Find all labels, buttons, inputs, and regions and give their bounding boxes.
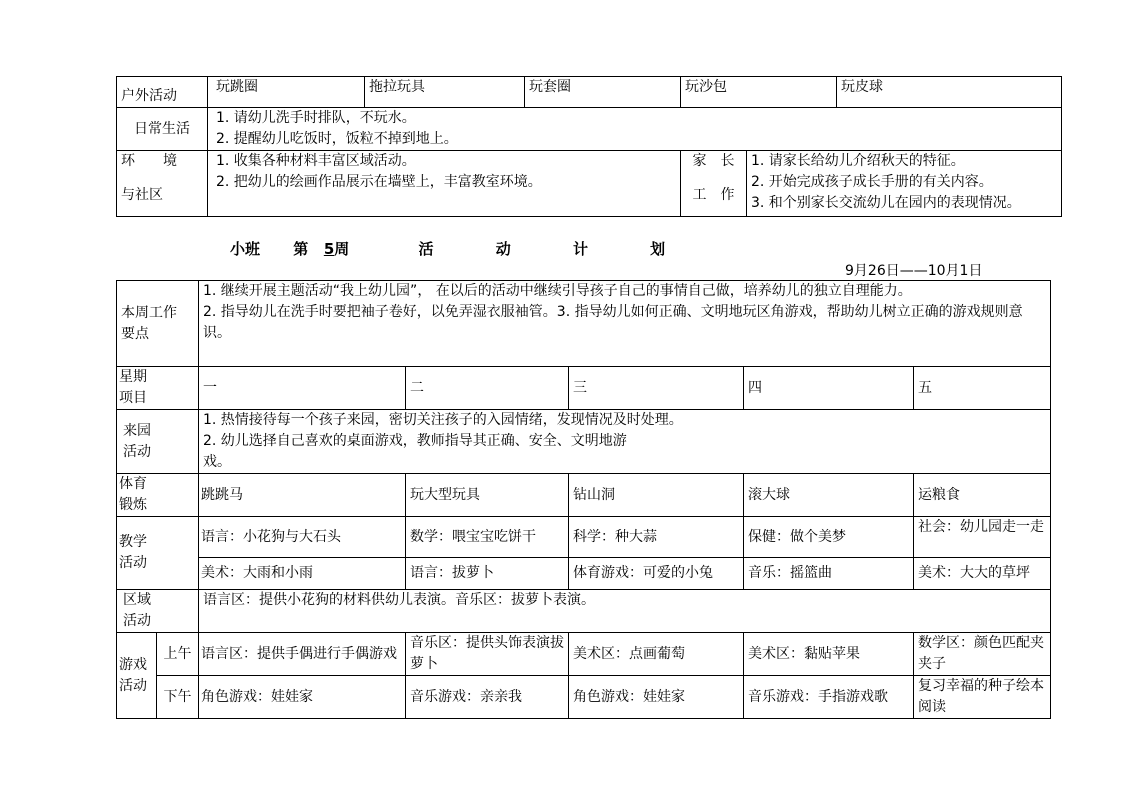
weekday-cell: 一 (199, 367, 406, 410)
parents-label-a: 家 长 (692, 153, 735, 169)
title-char: 活 (418, 240, 434, 258)
area-label (117, 590, 199, 633)
teaching-label (117, 517, 199, 590)
sports-label-a: 体育 (119, 476, 147, 492)
arrival-label-b: 活动 (123, 443, 151, 460)
sports-cell: 跳跳马 (199, 474, 406, 517)
arrival-label (117, 410, 199, 474)
games-pm-label: 下午 (157, 676, 199, 719)
games-label-a: 游戏 (119, 656, 147, 673)
games-pm-row (117, 676, 1051, 719)
teaching-label-a: 教学 (119, 534, 147, 550)
sports-row (117, 474, 1051, 517)
env-row (117, 151, 1062, 217)
parents-line: 2. 开始完成孩子成长手册的有关内容。 (751, 174, 993, 190)
daily-line: 1. 请幼儿洗手时排队，不玩水。 (216, 110, 416, 126)
teaching-row-2 (117, 558, 1051, 590)
games-cell: 数学区：颜色匹配夹夹子 (914, 633, 1051, 676)
weekday-cell: 四 (744, 367, 914, 410)
focus-text: 2. 指导幼儿在洗手时要把袖子卷好，以免弄湿衣服袖管。3. 指导幼儿如何正确、文明地玩区角游戏，帮助幼儿树立正确的游戏规则意识。 (203, 304, 1023, 341)
games-cell: 音乐区：提供头饰表演拔萝卜 (406, 633, 569, 676)
teaching-row-1 (117, 517, 1051, 558)
teaching-cell: 语言：拔萝卜 (406, 558, 569, 590)
env-line: 1. 收集各种材料丰富区域活动。 (216, 153, 416, 169)
sports-cell: 滚大球 (744, 474, 914, 517)
games-cell: 音乐游戏：亲亲我 (406, 676, 569, 719)
area-label-a: 区域 (123, 592, 151, 608)
title-week-number: 5 (323, 240, 335, 258)
sports-cell: 运粮食 (914, 474, 1051, 517)
top-schedule-table (116, 76, 1062, 217)
env-content (208, 151, 681, 217)
games-label-b: 活动 (119, 677, 147, 694)
outdoor-item: 玩皮球 (837, 77, 1062, 108)
weekday-cell: 五 (914, 367, 1051, 410)
focus-label-b: 要点 (121, 325, 149, 342)
weekday-label-b: 项目 (119, 390, 147, 406)
outdoor-item: 玩沙包 (681, 77, 837, 108)
weekday-label-a: 星期 (119, 369, 147, 385)
arrival-content (199, 410, 1051, 474)
plan-title (230, 238, 665, 259)
teaching-cell: 保健：做个美梦 (744, 517, 914, 558)
title-char: 计 (572, 240, 588, 258)
arrival-line: 2. 幼儿选择自己喜欢的桌面游戏，教师指导其正确、安全、文明地游 (203, 433, 627, 449)
title-char: 动 (495, 240, 511, 258)
focus-row (117, 281, 1051, 367)
outdoor-item: 玩套圈 (525, 77, 681, 108)
focus-text: 1. 继续开展主题活动“我上幼儿园”， 在以后的活动中继续引导孩子自己的事情自己做，培养幼儿的独立自理能力。 (203, 283, 912, 299)
arrival-row (117, 410, 1051, 474)
env-label (117, 151, 208, 217)
parents-content (747, 151, 1062, 217)
sports-label-b: 锻炼 (119, 497, 147, 513)
parents-label-b: 工 作 (692, 187, 735, 203)
teaching-cell: 美术：大雨和小雨 (199, 558, 406, 590)
weekday-cell: 三 (569, 367, 744, 410)
games-cell: 音乐游戏：手指游戏歌 (744, 676, 914, 719)
parents-line: 3. 和个别家长交流幼儿在园内的表现情况。 (751, 195, 1021, 211)
teaching-cell: 社会：幼儿园走一走 (914, 517, 1051, 558)
parents-line: 1. 请家长给幼儿介绍秋天的特征。 (751, 153, 965, 169)
daily-label: 日常生活 (117, 108, 208, 151)
outdoor-row (117, 77, 1062, 108)
games-cell: 美术区：点画葡萄 (569, 633, 744, 676)
env-line: 2. 把幼儿的绘画作品展示在墙壁上，丰富教室环境。 (216, 174, 542, 190)
teaching-label-b: 活动 (119, 555, 147, 571)
sports-cell: 钻山洞 (569, 474, 744, 517)
weekday-cell: 二 (406, 367, 569, 410)
focus-label-a: 本周工作 (121, 304, 177, 321)
title-week: 第 5周 (293, 240, 350, 258)
area-row (117, 590, 1051, 633)
date-range: 9月26日——10月1日 (845, 263, 983, 279)
teaching-cell: 美术：大大的草坪 (914, 558, 1051, 590)
outdoor-item: 拖拉玩具 (365, 77, 525, 108)
area-label-b: 活动 (123, 613, 151, 629)
daily-row (117, 108, 1062, 151)
focus-label (117, 281, 199, 367)
title-class: 小班 (230, 240, 261, 258)
games-cell: 角色游戏：娃娃家 (199, 676, 406, 719)
env-label-b: 与社区 (121, 187, 163, 203)
teaching-cell: 科学：种大蒜 (569, 517, 744, 558)
games-cell: 语言区：提供手偶进行手偶游戏 (199, 633, 406, 676)
games-cell: 角色游戏：娃娃家 (569, 676, 744, 719)
outdoor-item: 玩跳圈 (208, 77, 365, 108)
daily-line: 2. 提醒幼儿吃饭时，饭粒不掉到地上。 (216, 131, 458, 147)
games-cell: 复习幸福的种子绘本阅读 (914, 676, 1051, 719)
focus-content (199, 281, 1051, 367)
games-am-label: 上午 (157, 633, 199, 676)
arrival-line: 1. 热情接待每一个孩子来园，密切关注孩子的入园情绪，发现情况及时处理。 (203, 412, 683, 428)
games-cell: 美术区：黏贴苹果 (744, 633, 914, 676)
weekday-row (117, 367, 1051, 410)
env-label-a: 环 境 (121, 153, 177, 169)
teaching-cell: 语言：小花狗与大石头 (199, 517, 406, 558)
teaching-cell: 数学：喂宝宝吃饼干 (406, 517, 569, 558)
daily-content (208, 108, 1062, 151)
weekly-plan-table (116, 280, 1051, 719)
arrival-line: 戏。 (203, 454, 231, 470)
games-label (117, 633, 157, 719)
sports-cell: 玩大型玩具 (406, 474, 569, 517)
sports-label (117, 474, 199, 517)
teaching-cell: 音乐：摇篮曲 (744, 558, 914, 590)
title-char: 划 (650, 240, 666, 258)
teaching-cell: 体育游戏：可爱的小兔 (569, 558, 744, 590)
arrival-label-a: 来园 (123, 422, 151, 439)
outdoor-label: 户外活动 (117, 77, 208, 108)
weekday-label (117, 367, 199, 410)
area-content: 语言区：提供小花狗的材料供幼儿表演。音乐区：拔萝卜表演。 (199, 590, 1051, 633)
games-am-row (117, 633, 1051, 676)
parents-label (681, 151, 747, 217)
